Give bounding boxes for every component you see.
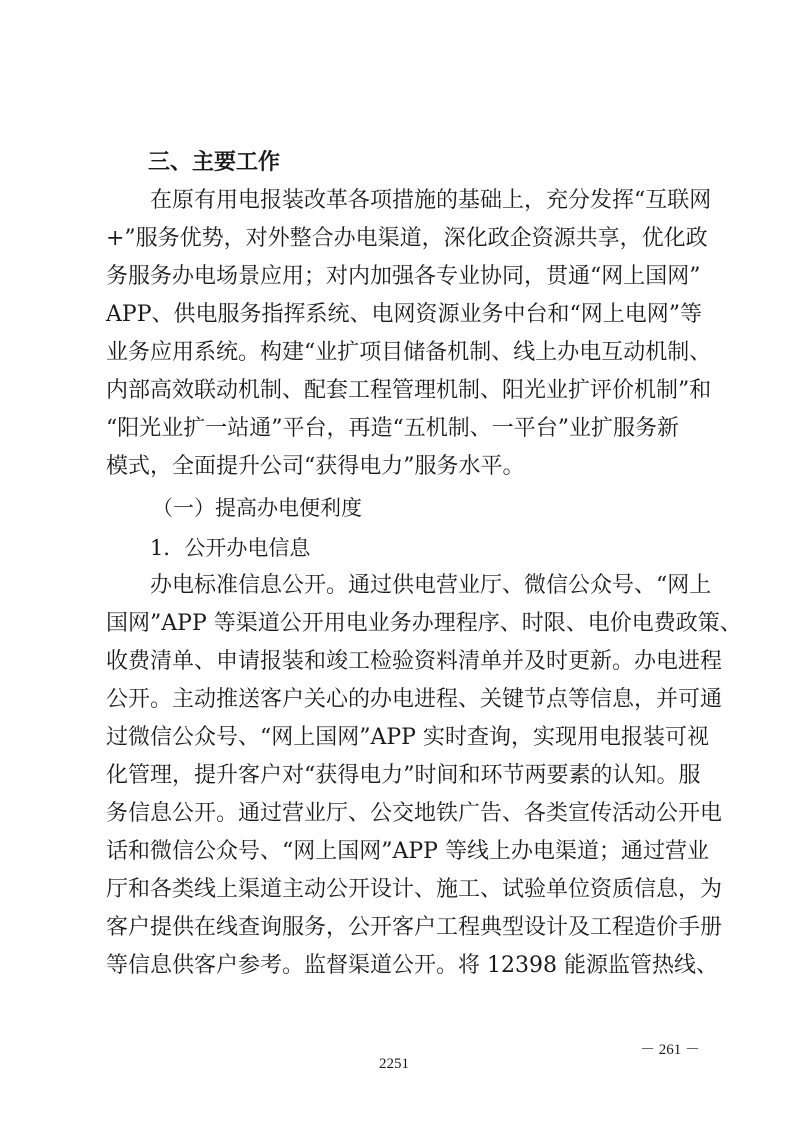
paragraph-line: 客户提供在线查询服务，公开客户工程典型设计及工程造价手册 xyxy=(106,915,723,940)
footer-number: 2251 xyxy=(379,1056,409,1072)
paragraph-line: 公开。主动推送客户关心的办电进程、关键节点等信息，并可通 xyxy=(106,687,723,712)
paragraph-line: APP、供电服务指挥系统、电网资源业务中台和“网上电网”等 xyxy=(106,302,702,327)
paragraph-line: 模式，全面提升公司“获得电力”服务水平。 xyxy=(106,454,525,479)
paragraph-line: 话和微信公众号、“网上国网”APP 等线上办电渠道；通过营业 xyxy=(106,839,709,864)
paragraph-line: 在原有用电报装改革各项措施的基础上，充分发挥“互联网 xyxy=(150,188,712,213)
page-number: － 261 － xyxy=(640,1042,701,1058)
paragraph-line: 业务应用系统。构建“业扩项目储备机制、线上办电互动机制、 xyxy=(106,340,712,365)
paragraph-line: 务服务办电场景应用；对内加强各专业协同，贯通“网上国网” xyxy=(106,264,701,289)
paragraph-line: 化管理，提升客户对“获得电力”时间和环节两要素的认知。服 xyxy=(106,763,701,788)
paragraph-line: 国网”APP 等渠道公开用电业务办理程序、时限、电价电费政策、 xyxy=(106,611,742,636)
paragraph-line: 等信息供客户参考。监督渠道公开。将 12398 能源监管热线、 xyxy=(106,953,718,978)
paragraph-line: “阳光业扩一站通”平台，再造“五机制、一平台”业扩服务新 xyxy=(106,416,679,441)
subsection-heading: （一）提高办电便利度 xyxy=(152,496,362,520)
paragraph-line: 内部高效联动机制、配套工程管理机制、阳光业扩评价机制”和 xyxy=(106,378,712,403)
paragraph-line: 过微信公众号、“网上国网”APP 实时查询，实现用电报装可视 xyxy=(106,725,709,750)
section-heading: 三、主要工作 xyxy=(148,150,281,175)
paragraph-line: 办电标准信息公开。通过供电营业厅、微信公众号、“网上 xyxy=(150,573,712,598)
paragraph-line: 收费清单、申请报装和竣工检验资料清单并及时更新。办电进程 xyxy=(106,649,723,674)
paragraph-line: +”服务优势，对外整合办电渠道，深化政企资源共享，优化政 xyxy=(106,226,708,251)
paragraph-line: 厅和各类线上渠道主动公开设计、施工、试验单位资质信息，为 xyxy=(106,877,723,902)
subsubsection-heading: 1．公开办电信息 xyxy=(150,536,311,560)
paragraph-line: 务信息公开。通过营业厅、公交地铁广告、各类宣传活动公开电 xyxy=(106,801,723,826)
